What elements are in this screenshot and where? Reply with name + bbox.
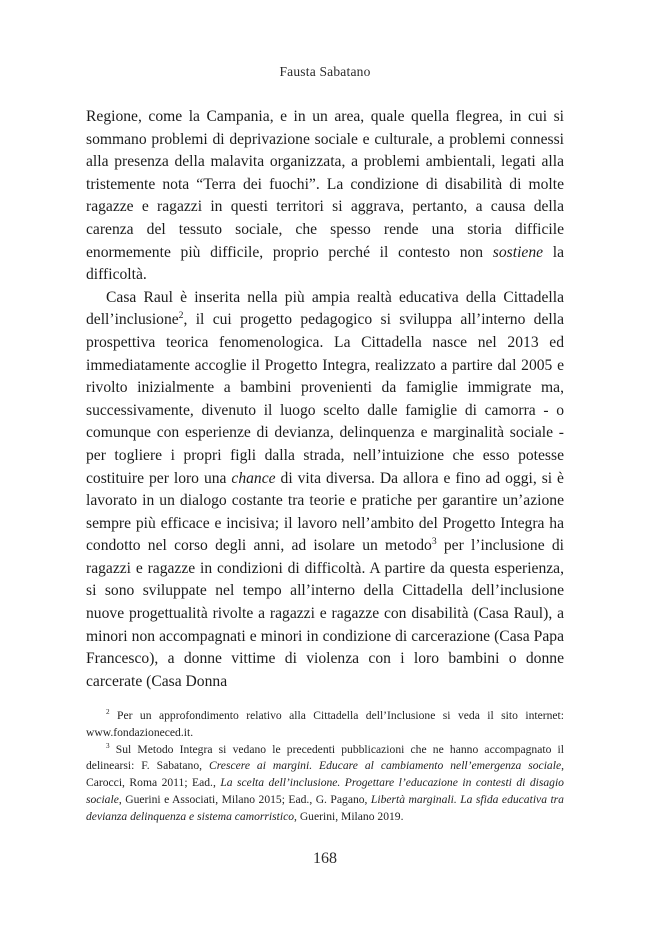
body-paragraph-2-text-b: , il cui progetto pedagogico si sviluppa all’interno della prospettiva teorica fenomenologica. La Cittadella nasce nel 2013 ed immediatamente accoglie il Progetto Integra, realizzato a partire dal 2005 e rivolto inizialmente a bambini provenienti da famiglie immigrate ma, successivamente, divenuto il luogo scelto dalle famiglie di camorra - o comunque con esperienze di devianza, delinquenza e marginalità sociale - per togliere i propri figli dalla strada, nell’intuizione che esso potesse costituire per loro una <box>86 311 564 487</box>
body-paragraph-1 <box>86 106 564 287</box>
footnotes <box>86 708 564 826</box>
footnote-2-text: Per un approfondimento relativo alla Cittadella dell’Inclusione si veda il sito internet: www.fondazioneced.it. <box>86 709 564 739</box>
body-text <box>86 106 564 693</box>
page-number: 168 <box>313 850 337 867</box>
body-paragraph-2-emphasis: chance <box>231 469 276 487</box>
footnote-ref-2[interactable]: 2 <box>178 310 184 322</box>
body-paragraph-1-text-b: la difficoltà. <box>86 243 564 284</box>
footnote-3-text-c: , Guerini e Associati, Milano 2015; Ead., G. Pagano, <box>118 792 371 806</box>
running-head: Fausta Sabatano <box>279 64 371 79</box>
body-paragraph-1-text-a: Regione, come la Campania, e in un area, quale quella flegrea, in cui si sommano problemi di deprivazione sociale e culturale, a problemi connessi alla presenza della malavita organizzata, a problemi ambientali, legati alla tristemente nota “Terra dei fuochi”. La condizione di disabilità di molte ragazze e ragazzi in questi territori si aggrava, pertanto, a causa della carenza del tessuto sociale, che spesso rende una storia difficile enormemente più difficile, proprio perché il contesto non <box>86 108 564 261</box>
footnote-3-text-d: , Guerini, Milano 2019. <box>294 809 404 823</box>
footnote-3-title-1: Crescere ai margini. Educare al cambiamento nell’emergenza sociale <box>208 759 562 773</box>
footnote-3-title-3: Libertà marginali. La sfida educativa tra devianza delinquenza e sistema camorristico <box>86 792 564 823</box>
footnote-3-title-2: La scelta dell’inclusione. Progettare l’educazione in contesti di disagio sociale <box>86 776 564 806</box>
body-paragraph-1-emphasis: sostiene <box>492 243 544 261</box>
footnote-2-number: 2 <box>106 708 110 717</box>
footnote-3-text-a: Sul Metodo Integra si vedano le precedenti pubblicazioni che ne hanno accompagnato il delinearsi: F. Sabatano, <box>86 742 564 773</box>
body-paragraph-2-text-d: per l’inclusione di ragazzi e ragazze in condizioni di difficoltà. A partire da questa esperienza, si sono sviluppate nel tempo all’interno della Cittadella dell’inclusione nuove progettualità rivolte a ragazzi e ragazze con disabilità (Casa Raul), a minori non accompagnati e minori in condizione di carcerazione (Casa Papa Francesco), a donne vittime di violenza con i loro bambini o donne carcerate (Casa Donna <box>86 537 564 690</box>
body-paragraph-2-text-a: Casa Raul è inserita nella più ampia realtà educativa della Cittadella dell’inclusione <box>86 288 564 329</box>
footnote-3-text-b: , Carocci, Roma 2011; Ead., <box>86 759 564 790</box>
body-paragraph-2 <box>86 287 564 694</box>
footnote-2 <box>86 708 564 742</box>
footnote-3-number: 3 <box>106 741 110 750</box>
footnote-ref-3[interactable]: 3 <box>431 536 437 548</box>
footnote-3 <box>86 742 564 826</box>
body-paragraph-2-text-c: di vita diversa. Da allora e fino ad oggi, si è lavorato in un dialogo costante tra teorie e pratiche per garantire un’azione sempre più efficace e incisiva; il lavoro nell’ambito del Progetto Integra ha condotto nel corso degli anni, ad isolare un metodo <box>86 469 564 555</box>
